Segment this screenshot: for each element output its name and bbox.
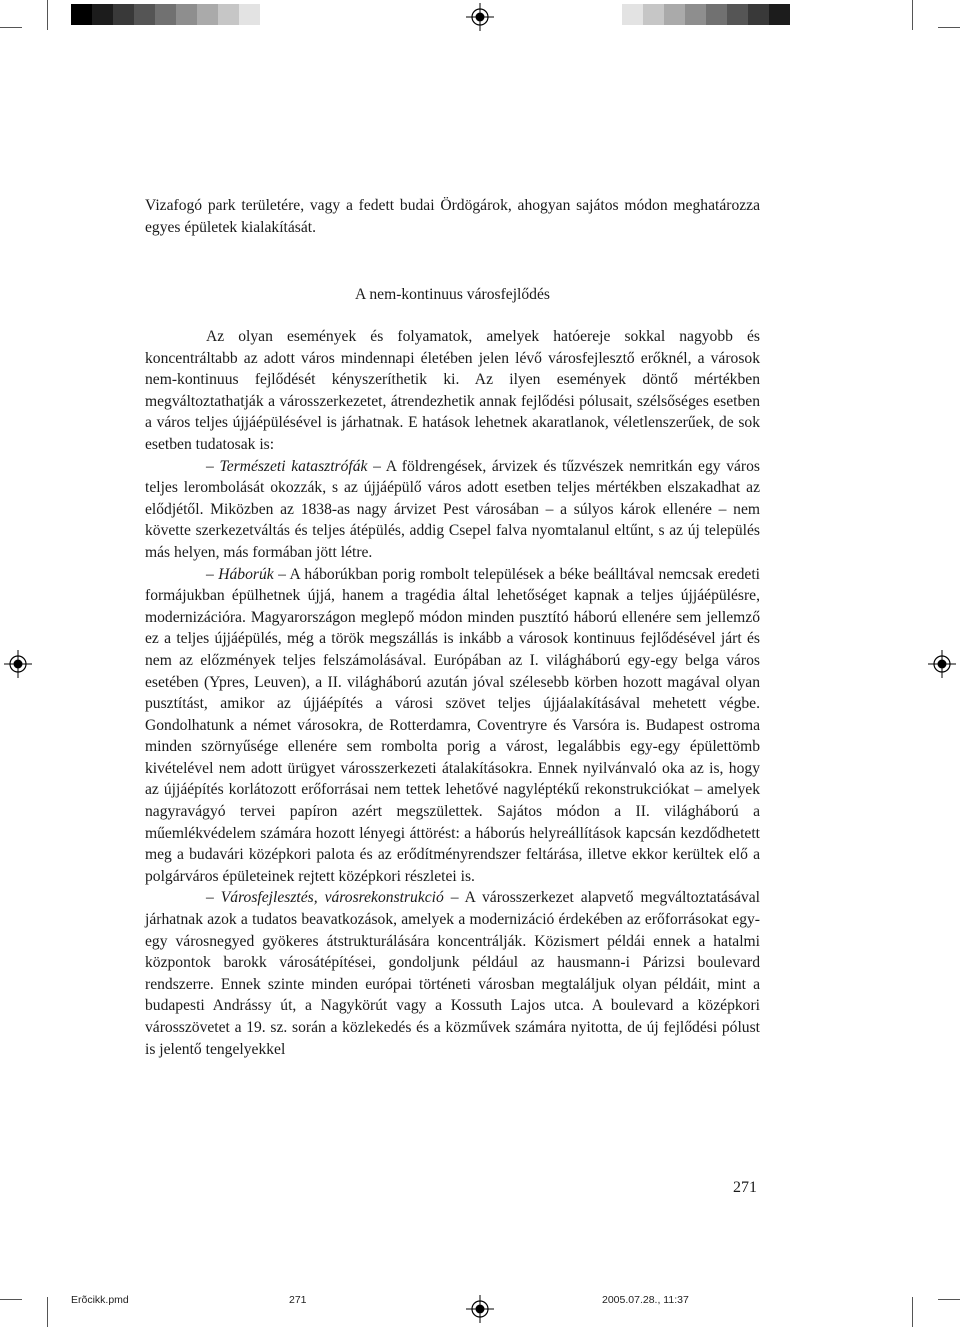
footer-file: Erõcikk.pmd [71, 1294, 129, 1306]
item-text: – A földrengések, árvizek és tűzvészek nemritkán egy város teljes lerombolását okozzák, s az újjáépülő város adott esetben teljes mértékben elszakadhat az elődjétől. Miközben az 1838-as nagy árvizet Pest városában – a súlyos károk ellenére – nem követte szerkezetváltás és teljes átépülés, addig Csepel falva nyomtalanul eltűnt, s az új település más helyen, más formában jött létre. [145, 457, 760, 561]
swatch [769, 4, 790, 25]
dash: – [206, 889, 214, 907]
grayscale-bar-left [71, 4, 281, 25]
list-item [145, 887, 760, 1060]
crop-mark [912, 1297, 913, 1327]
swatch [260, 4, 281, 25]
grayscale-bar-right [622, 4, 790, 25]
swatch [622, 4, 643, 25]
footer-date: 2005.07.28., 11:37 [602, 1294, 689, 1306]
crop-mark [938, 27, 960, 28]
item-term: Természeti katasztrófák [219, 457, 368, 475]
swatch [643, 4, 664, 25]
intro-text: Vizafogó park területére, vagy a fedett budai Ördögárok, ahogyan sajátos módon meghatározza egyes épületek kialakítását. [145, 197, 760, 236]
crop-mark [47, 0, 48, 30]
swatch [155, 4, 176, 25]
item-text: – A háborúkban porig rombolt települések a béke beálltával nemcsak eredeti formájukban épülhetnek újjá, hanem a tragédia által lehetőséget kapnak a teljes újjáépülésre, modernizációra. Magyarországon meglepő módon minden pusztító háború ellenére sem jellemző ez a teljes újjáépülés, még a török megszállás is inkább a városok kontinuus fejlődésével járt és nem az előzmények teljes felszámolásával. Európában az I. világháború egy-egy belga város esetében (Ypres, Leuven), a II. világháború azután jóval szélesebb körben hozott magával olyan pusztítást, amikor az újjáépítés a városi szövet teljes újjáalakításával mehetett végbe. Gondolhatunk a német városokra, de Rotterdamra, Coventryre és Varsóra is. Budapest ostroma minden szörnyűsége ellenére sem rombolta porig a várost, legalábbis egy-egy épülettömb kivételével nem adott ürügyet városszerkezeti átalakításokra. Ennek nyilvánvaló oka az is, hogy az újjáépítés korlátozott erőforrásai nem tettek lehetővé nagyléptékű rekonstrukciókat – amelyek nagyravágyó tervei papíron azért megszülettek. Sajátos módon a II. világháború a műemlékvédelem számára hozott lényegi áttörést: a háborús helyreállítások kapcsán kezdődhetett meg a budavári középkori palota és az erődítményrendszer feltárása, illetve ekkor kerültek elő a polgárváros épületeinek rejtett középkori részletei is. [145, 565, 760, 885]
crop-mark [0, 1299, 22, 1300]
dash: – [206, 565, 214, 583]
swatch [664, 4, 685, 25]
swatch [239, 4, 260, 25]
swatch [748, 4, 769, 25]
swatch [727, 4, 748, 25]
swatch [92, 4, 113, 25]
crop-mark [938, 1299, 960, 1300]
paragraph: Az olyan események és folyamatok, amelyek hatóereje sokkal nagyobb és koncentráltabb az adott város mindennapi életében jelen lévő városfejlesztő erőknél, a városok nem-kontinuus fejlődését kényszeríthetik ki. Az ilyen események döntő mértékben megváltoztathatják a városszerkezetet, átrendezhetik annak fejlődési pólusait, szélsőséges esetben a város teljes újjáépülésével is járhatnak. E hatások lehetnek akaratlanok, véletlenszerűek, de sok esetben tudatosak is: [145, 328, 760, 453]
swatch [71, 4, 92, 25]
swatch [685, 4, 706, 25]
list-item [145, 564, 760, 888]
swatch [197, 4, 218, 25]
registration-mark-icon [466, 1295, 494, 1323]
page-number: 271 [733, 1179, 757, 1196]
item-term: Háborúk [218, 565, 274, 583]
item-term: Városfejlesztés, városrekonstrukció [220, 889, 444, 907]
crop-mark [0, 27, 22, 28]
registration-mark-icon [466, 3, 494, 31]
main-text [145, 326, 760, 1060]
section-heading: A nem-kontinuus városfejlődés [355, 286, 550, 303]
swatch [218, 4, 239, 25]
swatch [134, 4, 155, 25]
registration-mark-icon [928, 650, 956, 678]
footer-page: 271 [289, 1294, 307, 1306]
swatch [113, 4, 134, 25]
registration-mark-icon [4, 650, 32, 678]
item-text: – A városszerkezet alapvető megváltoztatásával járhatnak azok a tudatos beavatkozások, amelyek a modernizáció érdekében az erőforrásokat egy-egy városnegyed gyökeres átstrukturálására koncentrálják. Közismert példái ennek a hatalmi központok barokk városátépítései, gondoljunk például az hausmann-i Párizsi boulevard rendszerre. Ennek szinte minden európai történeti városban megtaláljuk olyan példáit, mint a budapesti Andrássy út, a Nagykörút vagy a Kossuth Lajos utca. A boulevard a középkori városszövetet a 19. sz. során a közlekedés és a közművek számára nyitotta, de új fejlődési pólust is jelentő tengelyekkel [145, 889, 760, 1058]
intro-paragraph [145, 195, 760, 238]
crop-mark [912, 0, 913, 30]
swatch [176, 4, 197, 25]
list-item [145, 456, 760, 564]
swatch [706, 4, 727, 25]
dash: – [206, 457, 214, 475]
crop-mark [47, 1297, 48, 1327]
